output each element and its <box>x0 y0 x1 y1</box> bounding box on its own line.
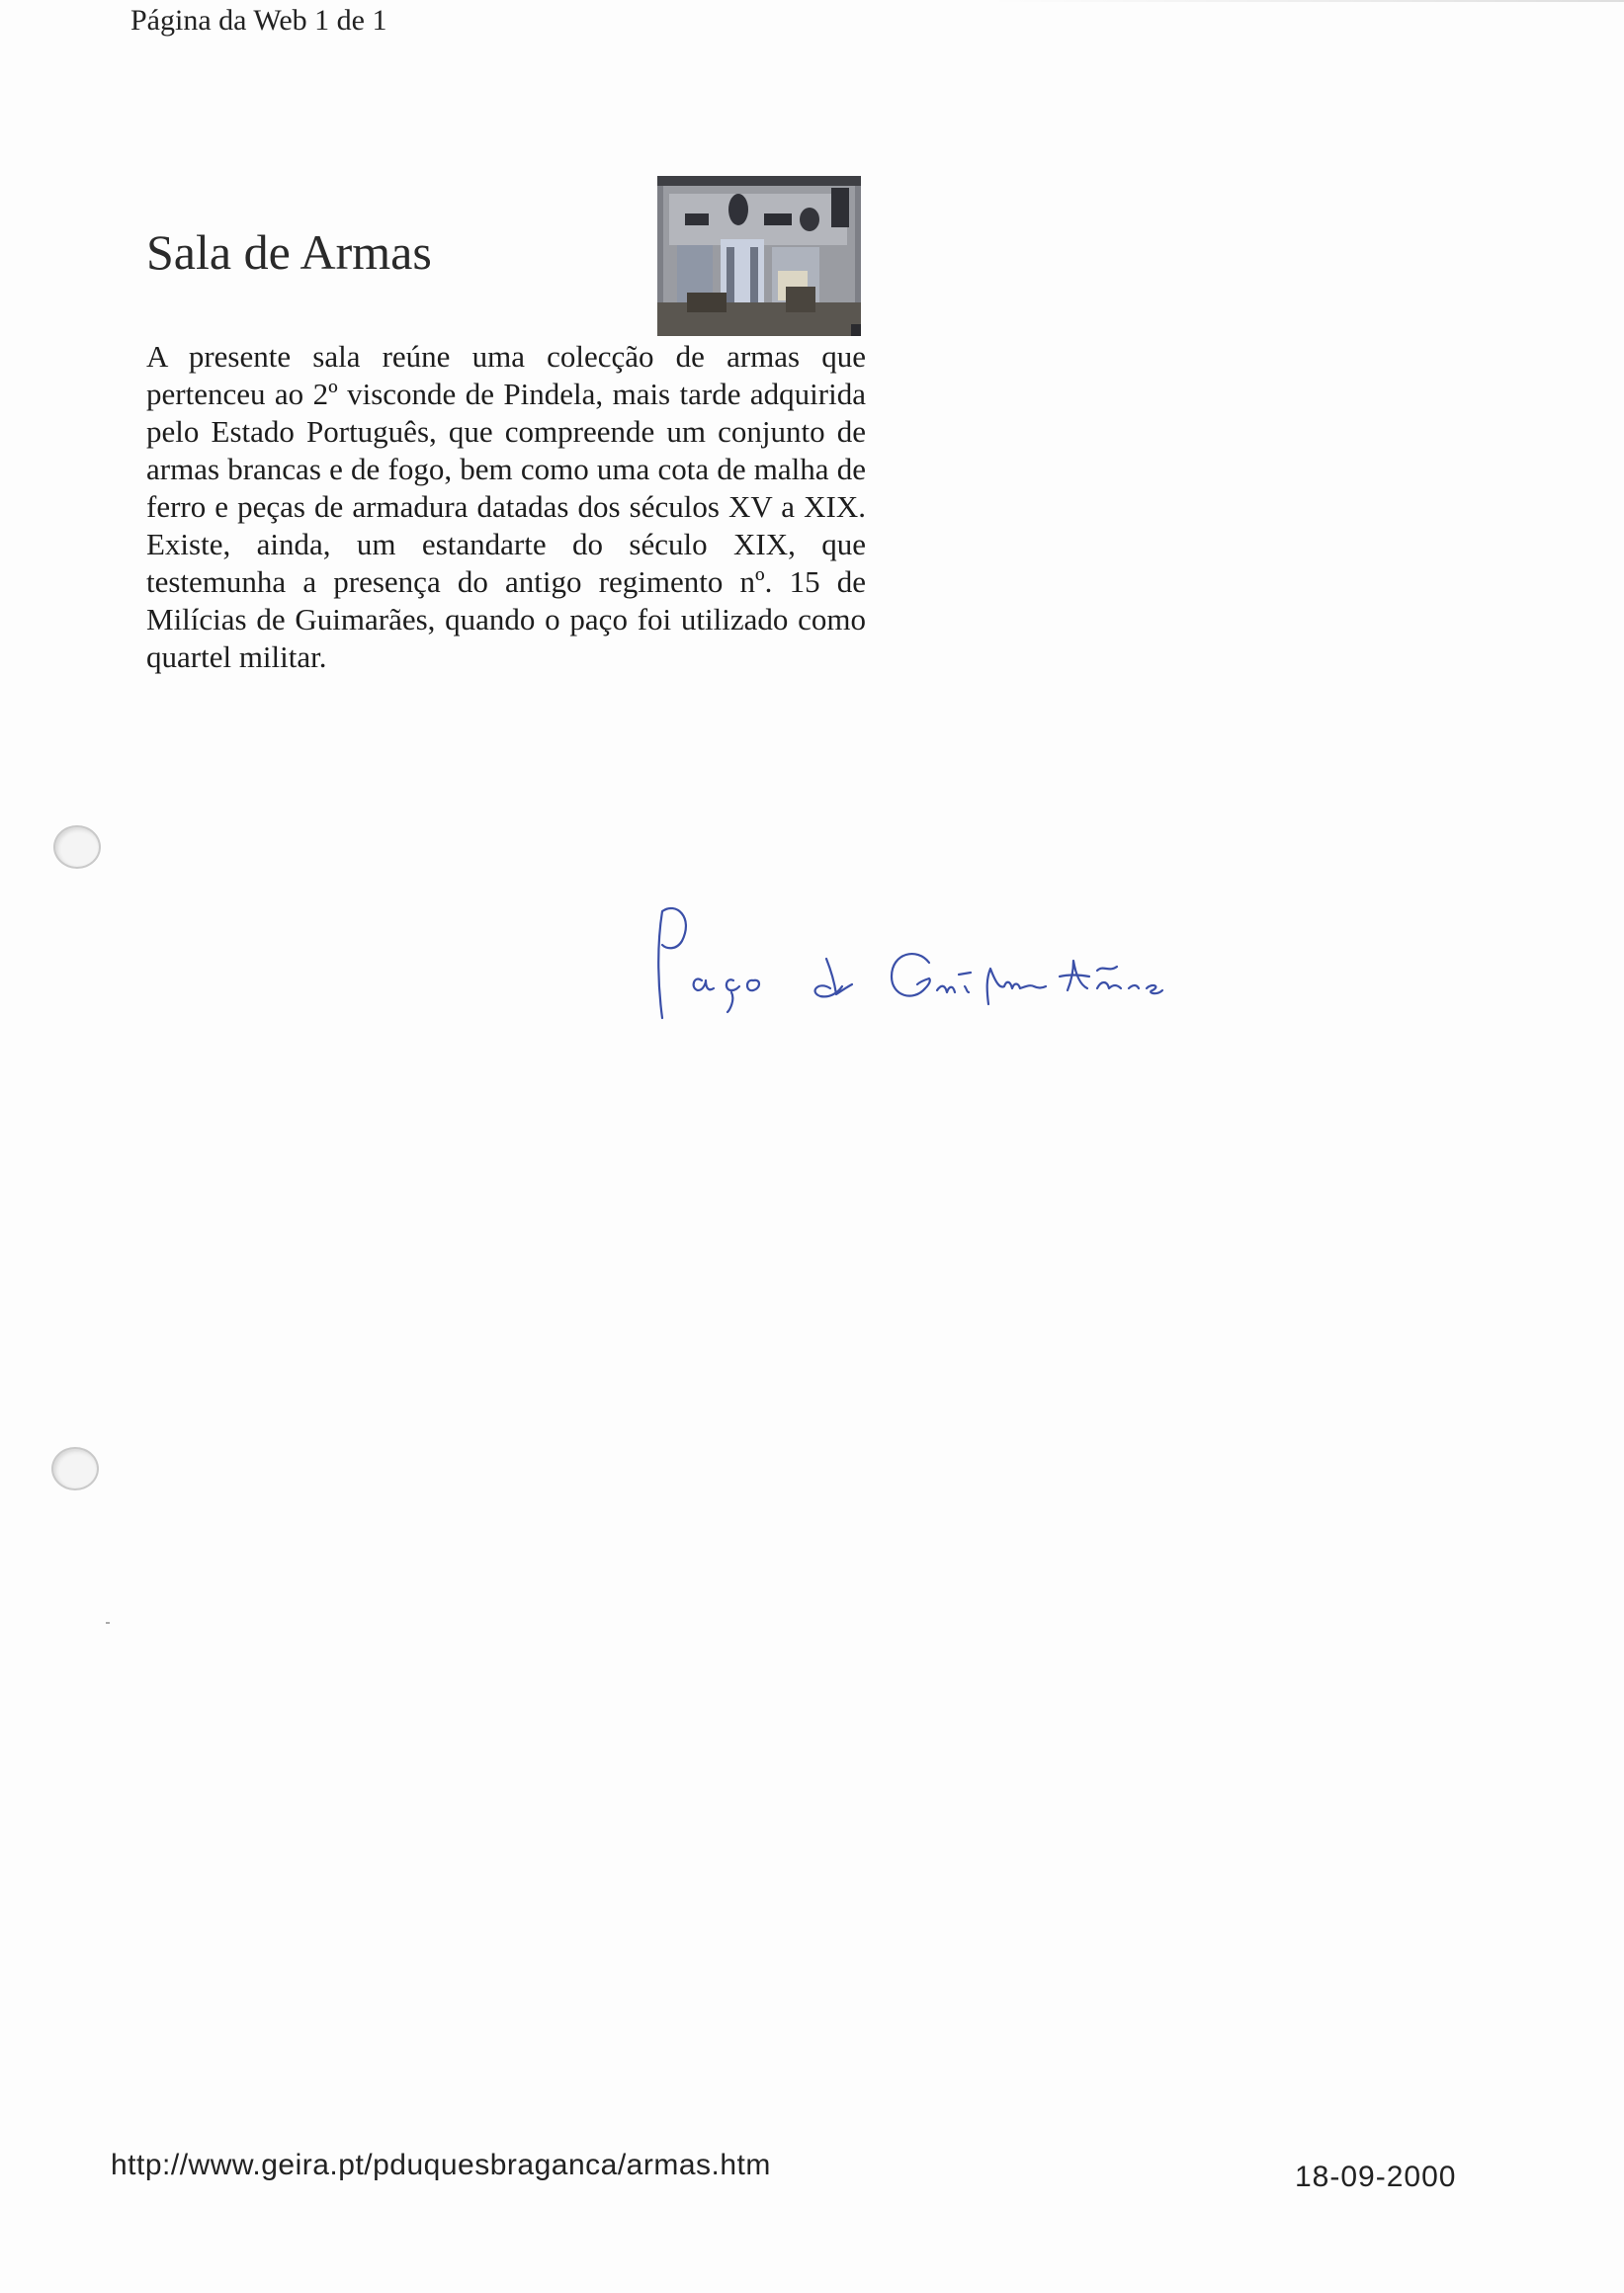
punch-hole-top <box>53 825 101 869</box>
page-header: Página da Web 1 de 1 <box>130 4 387 37</box>
scan-edge-shadow <box>988 0 1624 2</box>
handwritten-signature-annotation <box>633 890 1206 1038</box>
scan-speck <box>106 1622 110 1624</box>
article-body: A presente sala reúne uma colecção de armas que pertenceu ao 2º visconde de Pindela, mais tarde adquirida pelo Estado Português, que compreende um conjunto de armas brancas e de fogo, bem como uma cota de malha de ferro e peças de armadura datadas dos séculos XV a XIX. Existe, ainda, um estandarte do século XIX, que testemunha a presença do antigo regimento nº. 15 de Milícias de Guimarães, quando o paço foi utilizado como quartel militar. <box>146 339 866 674</box>
punch-hole-bottom <box>51 1447 99 1490</box>
page-title: Sala de Armas <box>146 224 432 280</box>
footer-date: 18-09-2000 <box>1295 2161 1457 2193</box>
footer-url: http://www.geira.pt/pduquesbraganca/armas.htm <box>111 2149 771 2181</box>
room-photo-icon <box>657 176 861 336</box>
